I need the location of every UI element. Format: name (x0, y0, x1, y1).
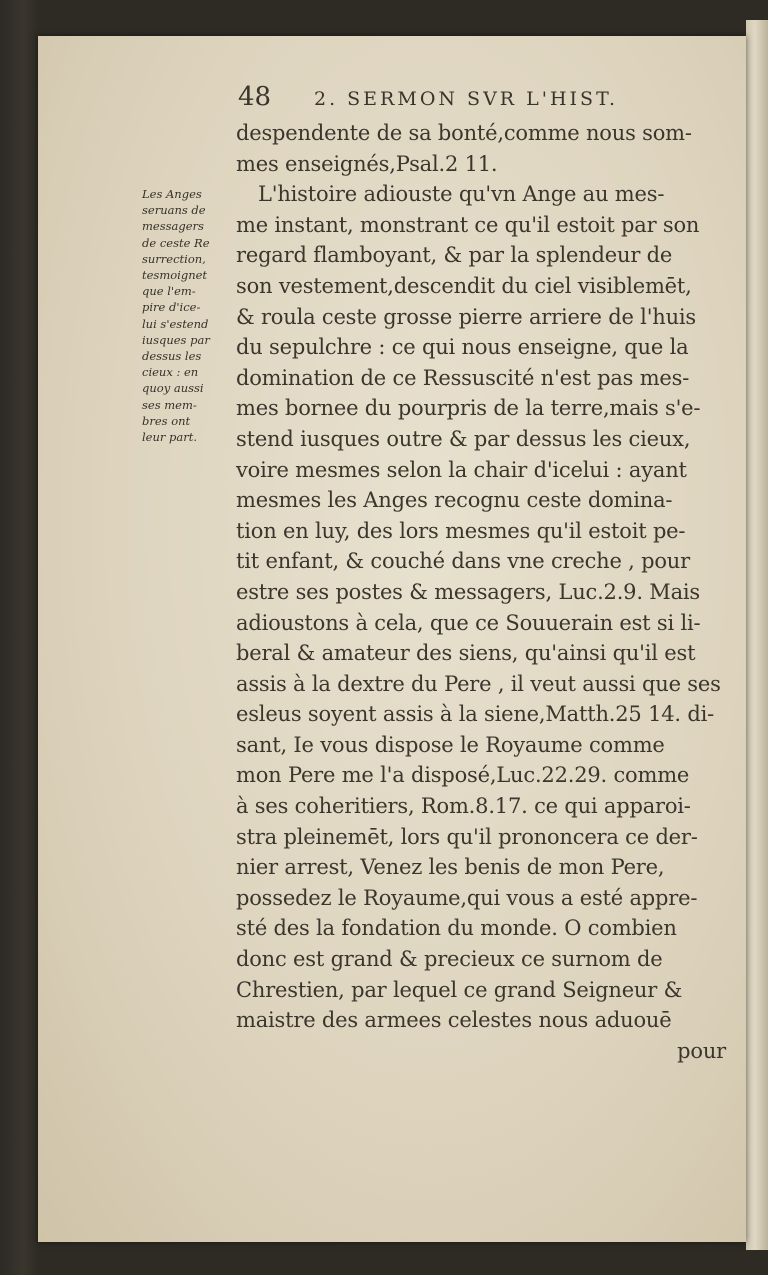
margin-note-line: quoy aussi (142, 381, 204, 396)
text-line: tit enfant, & couché dans vne creche , pour (236, 549, 690, 574)
text-line: mes bornee du pourpris de la terre,mais s'e- (236, 396, 701, 421)
margin-note-line: que l'em- (142, 284, 196, 299)
text-line: sté des la fondation du monde. O combien (236, 916, 677, 941)
margin-note-line: Les Anges (142, 187, 202, 201)
page-edge (746, 20, 768, 1250)
text-line: & roula ceste grosse pierre arriere de l'huis (236, 304, 697, 329)
text-line: mes enseignés,Psal.2 11. (236, 151, 498, 176)
text-line: adioustons à cela, que ce Souuerain est si li- (236, 610, 701, 635)
catchword: pour (677, 1038, 726, 1063)
text-line: Chrestien, par lequel ce grand Seigneur & (236, 977, 683, 1002)
margin-note (142, 186, 238, 445)
text-line: me instant, monstrant ce qu'il estoit par son (236, 212, 700, 237)
text-line: du sepulchre : ce qui nous enseigne, que la (236, 335, 689, 360)
margin-note-line: surrection, (142, 251, 206, 266)
text-line: assis à la dextre du Pere , il veut aussi que ses (236, 671, 721, 696)
text-line: mesmes les Anges recognu ceste domina- (236, 488, 673, 513)
text-line: voire mesmes selon la chair d'icelui : ayant (236, 457, 687, 482)
text-line: sant, Ie vous dispose le Royaume comme (236, 732, 665, 757)
margin-note-line: ses mem- (142, 397, 197, 412)
text-line: esleus soyent assis à la siene,Matth.25 14. di- (236, 702, 714, 727)
body-text (236, 118, 730, 1066)
text-line: stend iusques outre & par dessus les cieux, (236, 426, 691, 451)
text-line: beral & amateur des siens, qu'ainsi qu'il est (236, 641, 696, 666)
text-line: estre ses postes & messagers, Luc.2.9. Mais (236, 579, 701, 604)
margin-note-line: cieux : en (142, 365, 199, 380)
margin-note-line: messagers (142, 219, 204, 234)
text-line: L'histoire adiouste qu'vn Ange au mes- (258, 182, 665, 207)
margin-note-line: de ceste Re (142, 235, 210, 250)
page-header (238, 82, 688, 118)
running-head: 2. SERMON SVR L'HIST. (314, 88, 618, 110)
margin-note-line: bres ont (142, 413, 191, 428)
margin-note-line: leur part. (142, 430, 198, 445)
text-line: à ses coheritiers, Rom.8.17. ce qui apparoi- (236, 794, 691, 819)
text-line: nier arrest, Venez les benis de mon Pere, (236, 855, 665, 880)
text-line: regard flamboyant, & par la splendeur de (236, 243, 673, 268)
text-line: despendente de sa bonté,comme nous som- (236, 121, 692, 145)
text-line: maistre des armees celestes nous aduouē (236, 1008, 672, 1033)
text-line: possedez le Royaume,qui vous a esté appre- (236, 885, 698, 910)
text-line: donc est grand & precieux ce surnom de (236, 947, 663, 972)
text-line: domination de ce Ressuscité n'est pas mes- (236, 365, 690, 390)
text-line: tion en luy, des lors mesmes qu'il estoit pe- (236, 518, 686, 543)
margin-note-line: seruans de (142, 203, 206, 218)
text-line: son vestement,descendit du ciel visiblemēt, (236, 273, 692, 298)
margin-note-line: dessus les (142, 349, 202, 364)
margin-note-line: lui s'estend (142, 316, 209, 331)
margin-note-line: pire d'ice- (142, 300, 201, 315)
margin-note-line: iusques par (142, 332, 210, 347)
text-line: stra pleinemēt, lors qu'il prononcera ce der- (236, 824, 698, 849)
text-line: mon Pere me l'a disposé,Luc.22.29. comme (236, 763, 690, 788)
margin-note-line: tesmoignet (142, 268, 208, 283)
page-number: 48 (238, 82, 272, 112)
